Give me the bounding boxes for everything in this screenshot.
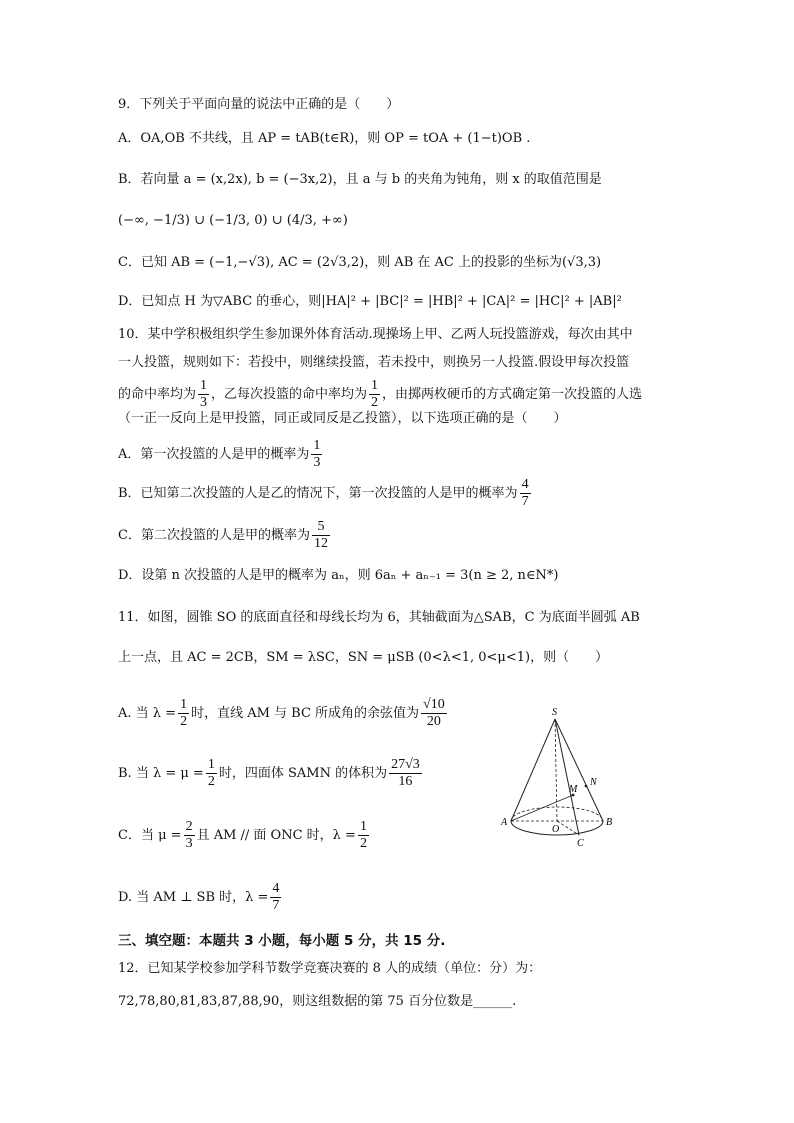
q9-option-d: D．已知点 H 为▽ABC 的垂心，则|HA|² + |BC|² = |HB|² + |CA|² = |HC|² + |AB|² [118,294,622,309]
q11-option-a: A. 当 λ = $\frac{1}{2}$ 时，直线 AM 与 BC 所成角的余弦值为 $\frac{√10}{20}$ [118,697,445,729]
q10-option-a: A．第一次投篮的人是甲的概率为 $\frac{1}{3}$ [118,438,321,470]
fraction-1-3: $\frac{1}{3}$ [200,378,208,410]
q9-option-c: C．已知 AB = (−1,−√3), AC = (2√3,2)，则 AB 在 AC 上的投影的坐标为(√3,3) [118,255,602,270]
q12-line2: 72,78,80,81,83,87,88,90，则这组数据的第 75 百分位数是______. [118,994,517,1009]
q10-line2: 一人投篮，规则如下：若投中，则继续投篮，若未投中，则换另一人投篮.假设甲每次投篮 [118,355,630,370]
q11-line2: 上一点，且 AC = 2CB，SM = λSC，SN = μSB (0<λ<1, 0<μ<1)，则（ ） [118,650,609,665]
label-b: B [606,817,613,828]
q10-line3-part3: ，由掷两枚硬币的方式确定第一次投篮的人选 [382,387,643,402]
fraction-2-3: $\frac{2}{3}$ [185,819,193,851]
fraction-5-12: $\frac{5}{12}$ [313,519,328,551]
q11-option-d: D. 当 AM ⊥ SB 时，λ = $\frac{4}{7}$ [118,881,280,913]
q10-line3-part1: 的命中率均为 [118,387,197,402]
fraction-27sqrt3-16: $\frac{27√3}{16}$ [391,757,420,789]
label-s: S [552,707,557,718]
label-c: C [577,838,584,849]
fraction-4-7: $\frac{4}{7}$ [272,881,280,913]
label-a: A [501,817,508,828]
section-heading: 三、填空题：本题共 3 小题，每小题 5 分，共 15 分. [118,933,446,949]
q11-option-b: B. 当 λ = μ = $\frac{1}{2}$ 时，四面体 SAMN 的体积为 $\frac{27√3}{16}$ [118,757,420,789]
q10-option-c: C．第二次投篮的人是甲的概率为 $\frac{5}{12}$ [118,519,328,551]
q12-line1: 12．已知某学校参加学科节数学竞赛决赛的 8 人的成绩（单位：分）为： [118,961,542,976]
fraction-1-2: $\frac{1}{2}$ [371,378,379,410]
fraction-sqrt10-20: $\frac{√10}{20}$ [423,697,445,729]
q11-option-c: C．当 μ = $\frac{2}{3}$ 且 AM // 面 ONC 时，λ = $\frac{1}{2}$ [118,819,367,851]
q11-line1: 11．如图，圆锥 SO 的底面直径和母线长均为 6，其轴截面为△SAB，C 为底面半圆弧 AB [118,610,640,625]
q10-line3 [118,375,642,415]
q10-option-d: D．设第 n 次投篮的人是甲的概率为 aₙ，则 6aₙ + aₙ₋₁ = 3(n ≥ 2, n∈N*) [118,568,559,583]
fraction-1-3: $\frac{1}{3}$ [313,438,321,470]
q10-line3-part2: ，乙每次投篮的命中率均为 [211,387,368,402]
label-m: M [569,784,578,795]
q9-option-a: A．OA,OB 不共线，且 AP = tAB(t∈R)，则 OP = tOA + (1−t)OB . [118,131,531,146]
q9-option-b-line2: (−∞, −1/3) ∪ (−1/3, 0) ∪ (4/3, +∞) [118,213,348,228]
q9-option-b-line1: B．若向量 a = (x,2x), b = (−3x,2)，且 a 与 b 的夹角为钝角，则 x 的取值范围是 [118,172,602,187]
fraction-1-2: $\frac{1}{2}$ [359,819,367,851]
cone-figure [495,705,625,855]
label-n: N [590,777,597,788]
q9-stem: 9．下列关于平面向量的说法中正确的是（ ） [118,97,400,112]
q10-option-b: B．已知第二次投篮的人是乙的情况下，第一次投篮的人是甲的概率为 $\frac{4}{7}$ [118,477,529,509]
label-o: O [552,824,560,835]
fraction-1-2: $\frac{1}{2}$ [180,697,188,729]
fraction-4-7: $\frac{4}{7}$ [521,477,529,509]
fraction-1-2: $\frac{1}{2}$ [207,757,215,789]
q10-line4: （一正一反向上是甲投篮，同正或同反是乙投篮），以下选项正确的是（ ） [118,411,567,426]
q10-line1: 10．某中学积极组织学生参加课外体育活动.现操场上甲、乙两人玩投篮游戏，每次由其中 [118,327,633,342]
